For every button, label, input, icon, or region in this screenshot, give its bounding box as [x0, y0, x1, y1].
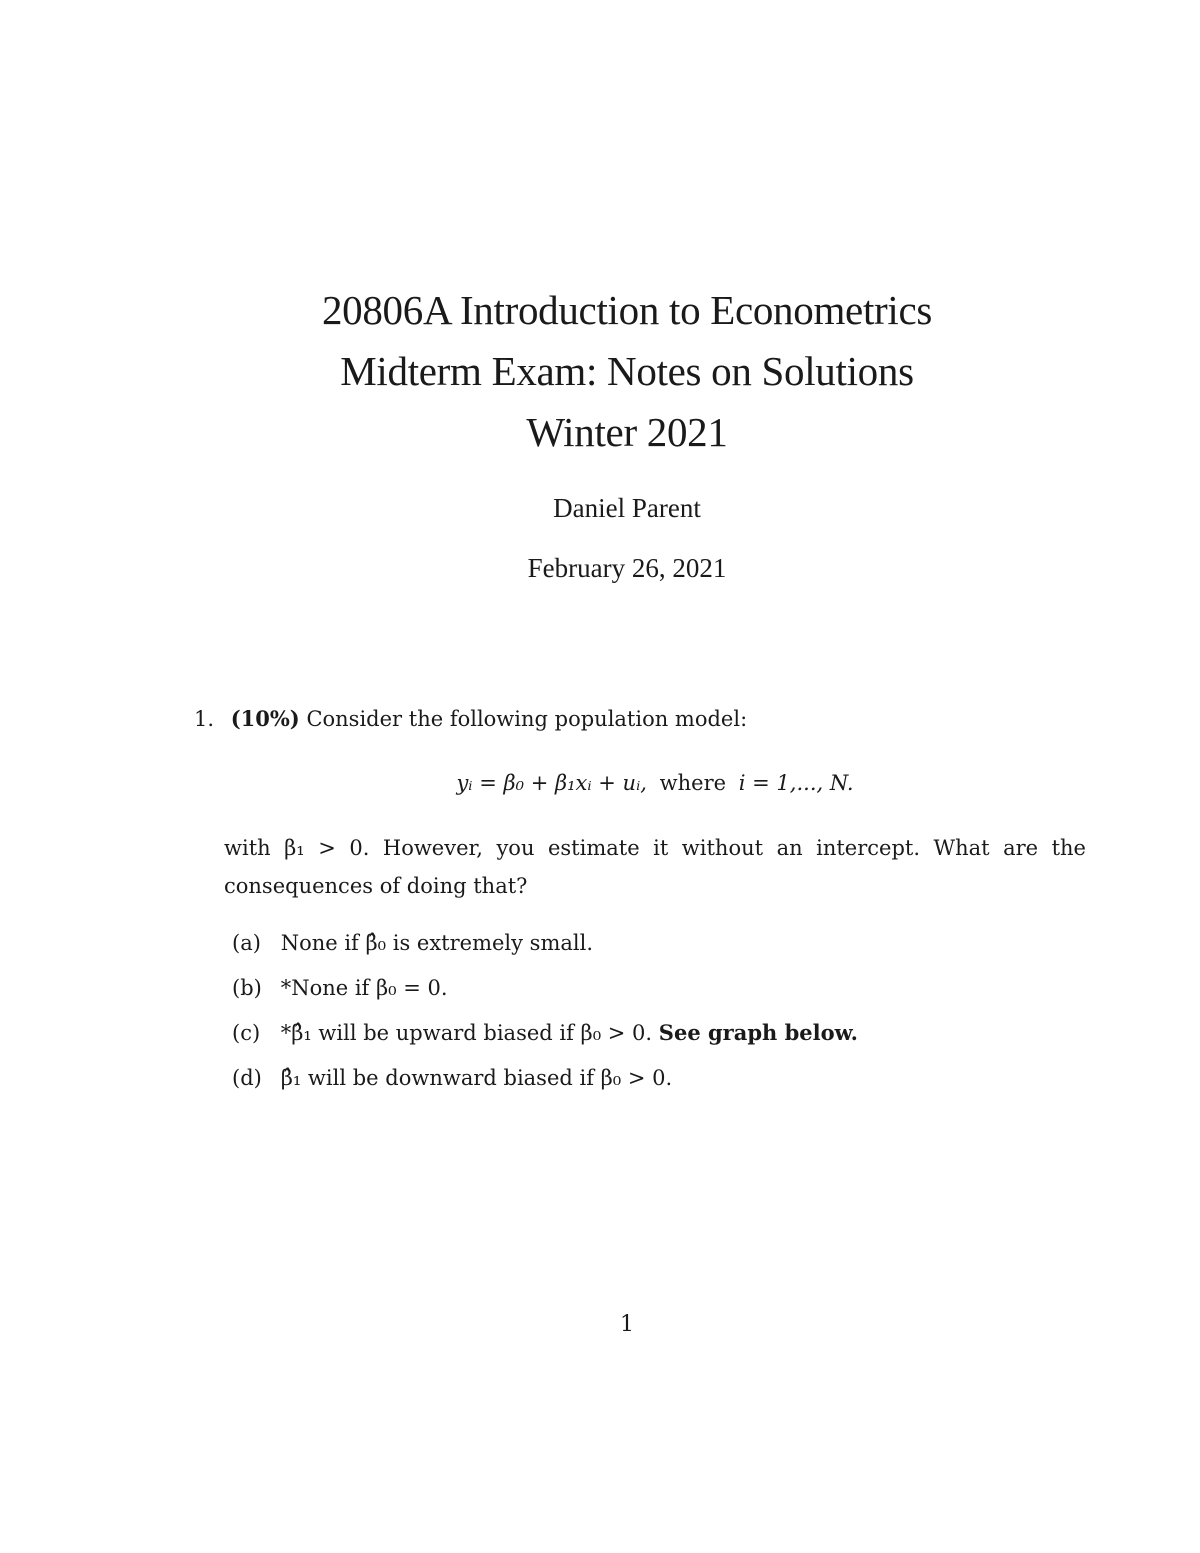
equation-range: i = 1,..., N.: [738, 771, 854, 795]
option-text: *None if β₀ = 0.: [280, 976, 448, 1000]
option-note: See graph below.: [658, 1020, 858, 1045]
option-label: (d): [232, 1066, 262, 1090]
option-label: (a): [232, 931, 261, 955]
option-b: [232, 969, 858, 1014]
option-label: (c): [232, 1021, 261, 1045]
document-title: [0, 280, 1200, 463]
option-label: (b): [232, 976, 262, 1000]
title-line-term: Winter 2021: [526, 409, 728, 455]
question-weight: (10%): [230, 706, 300, 731]
page-number: 1: [620, 1312, 634, 1337]
option-text: *β̂₁ will be upward biased if β₀ > 0.: [280, 1021, 653, 1045]
equation-where: where: [659, 771, 727, 795]
title-line-course: 20806A Introduction to Econometrics: [321, 287, 933, 333]
title-line-exam: Midterm Exam: Notes on Solutions: [340, 348, 914, 394]
author-name: Daniel Parent: [553, 493, 701, 523]
option-text: None if β̂₀ is extremely small.: [280, 931, 593, 955]
answer-options: [232, 924, 858, 1104]
population-model-equation: [0, 766, 1200, 800]
document-date: February 26, 2021: [527, 553, 727, 583]
option-text: β̂₁ will be downward biased if β₀ > 0.: [280, 1066, 673, 1090]
question-number: 1.: [194, 707, 215, 731]
equation-model: yᵢ = β₀ + β₁xᵢ + uᵢ,: [456, 771, 647, 795]
question-1-header: [194, 702, 747, 736]
question-prompt: Consider the following population model:: [306, 707, 748, 731]
option-a: [232, 924, 858, 969]
option-d: [232, 1059, 858, 1104]
option-c: [232, 1014, 858, 1059]
question-body: with β₁ > 0. However, you estimate it without an intercept. What are the consequences of doing that?: [224, 836, 1086, 898]
